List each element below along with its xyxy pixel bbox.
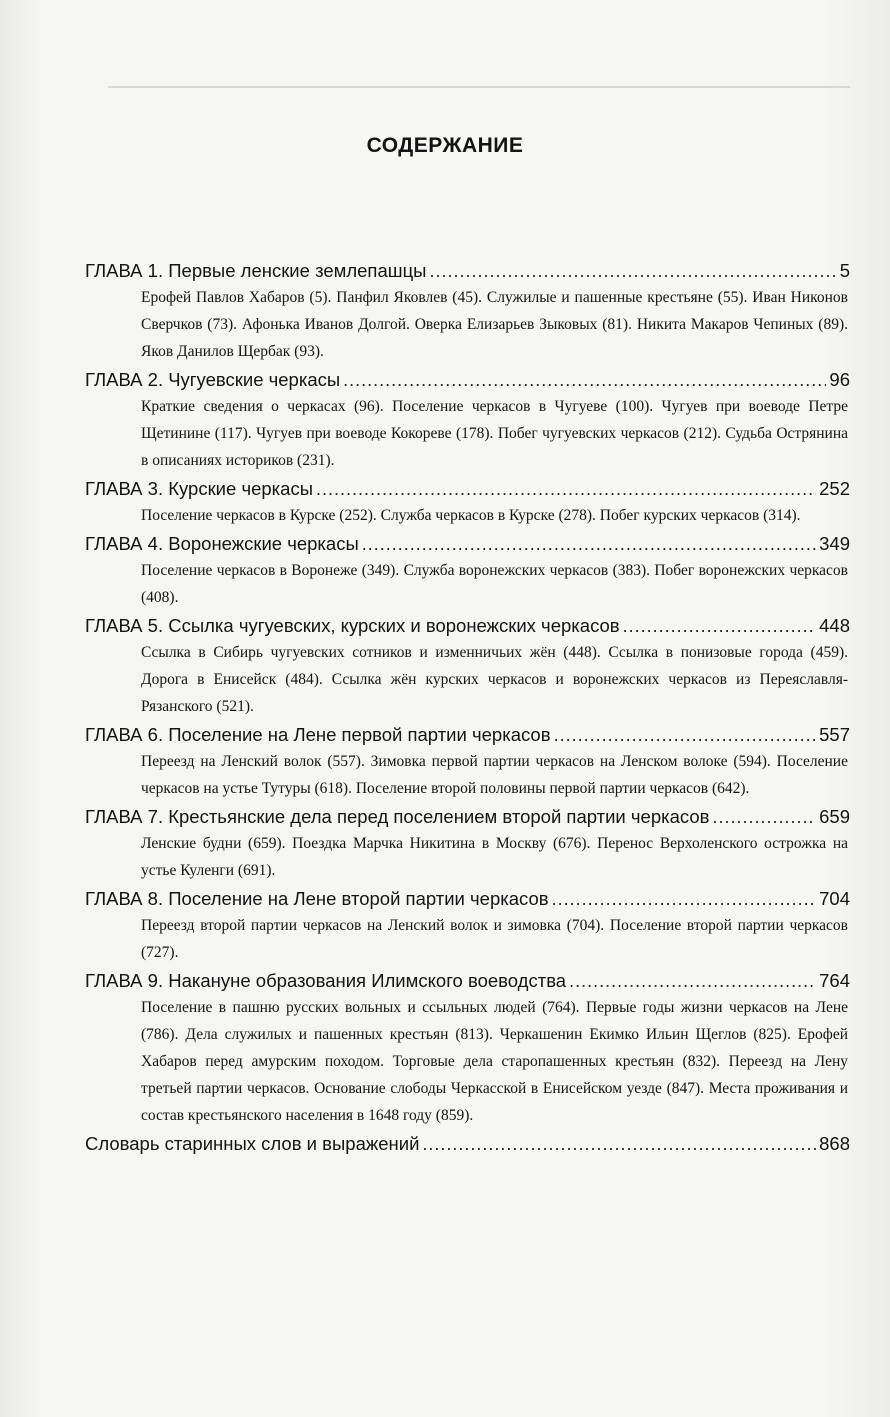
- toc-entry-chapter-6: [85, 722, 850, 804]
- page-number: 764: [819, 970, 850, 991]
- toc-entry-chapter-8: [85, 886, 850, 968]
- toc-entry-row[interactable]: [85, 367, 850, 393]
- chapter-summary: Ленские будни (659). Поездка Марчка Никитина в Москву (676). Перенос Верхоленского острожка на устье Куленги (691).: [141, 835, 848, 879]
- dot-leader: [569, 968, 816, 994]
- chapter-summary: Краткие сведения о черкасах (96). Поселение черкасов в Чугуеве (100). Чугуев при воеводе Петре Щетинине (117). Чугуев при воеводе Кокореве (178). Побег чугуевских черкасов (212). Судьба Острянина в описаниях историков (231).: [141, 398, 848, 469]
- toc-entry-row[interactable]: [85, 258, 850, 284]
- glossary-title: Словарь старинных слов и выражений: [85, 1133, 420, 1154]
- page-number: 659: [819, 806, 850, 827]
- page-number: 557: [819, 724, 850, 745]
- toc-entry-chapter-5: [85, 613, 850, 722]
- dot-leader: [552, 886, 817, 912]
- toc-entry-row[interactable]: [85, 476, 850, 502]
- chapter-summary: Ерофей Павлов Хабаров (5). Панфил Яковлев (45). Служилые и пашенные крестьяне (55). Иван Никонов Сверчков (73). Афонька Иванов Долгой. Оверка Елизарьев Зыковых (81). Никита Макаров Чепиных (89). Яков Данилов Щербак (93).: [141, 289, 848, 360]
- chapter-summary: Переезд второй партии черкасов на Ленский волок и зимовка (704). Поселение второй партии черкасов (727).: [141, 917, 848, 961]
- dot-leader: [712, 804, 816, 830]
- toc-entry-chapter-1: [85, 258, 850, 367]
- dot-leader: [316, 476, 816, 502]
- toc-entry-row[interactable]: [85, 886, 850, 912]
- page-number: 5: [839, 260, 850, 281]
- dot-leader: [343, 367, 826, 393]
- page-number: 96: [829, 369, 850, 390]
- page-number: 448: [819, 615, 850, 636]
- page-number: 349: [819, 533, 850, 554]
- chapter-title: ГЛАВА 5. Ссылка чугуевских, курских и воронежских черкасов: [85, 615, 620, 636]
- dot-leader: [362, 531, 816, 557]
- dot-leader: [623, 613, 816, 639]
- dot-leader: [554, 722, 817, 748]
- toc-entry-chapter-9: [85, 968, 850, 1131]
- chapter-summary: Поселение черкасов в Курске (252). Служба черкасов в Курске (278). Побег курских черкасов (314).: [141, 507, 801, 524]
- toc-entry-row[interactable]: [85, 722, 850, 748]
- chapter-title: ГЛАВА 4. Воронежские черкасы: [85, 533, 359, 554]
- chapter-title: ГЛАВА 2. Чугуевские черкасы: [85, 369, 341, 390]
- toc-entry-chapter-4: [85, 531, 850, 613]
- chapter-title: ГЛАВА 6. Поселение на Лене первой партии черкасов: [85, 724, 551, 745]
- toc-entry-row[interactable]: [85, 1131, 850, 1157]
- dot-leader: [429, 258, 836, 284]
- page-number: 252: [819, 478, 850, 499]
- toc-entry-row[interactable]: [85, 613, 850, 639]
- toc-entry-row[interactable]: [85, 531, 850, 557]
- toc-entry-chapter-2: [85, 367, 850, 476]
- page-title: СОДЕРЖАНИЕ: [366, 134, 524, 157]
- page-number: 704: [819, 888, 850, 909]
- toc-entry-row[interactable]: [85, 804, 850, 830]
- toc-entry-chapter-3: [85, 476, 850, 531]
- dot-leader: [422, 1131, 816, 1157]
- page-header-rule: [108, 86, 850, 88]
- toc-entry-chapter-7: [85, 804, 850, 886]
- chapter-summary: Ссылка в Сибирь чугуевских сотников и изменничьих жён (448). Ссылка в понизовые города (459). Дорога в Енисейск (484). Ссылка жён курских черкасов и воронежских черкасов из Переяславля-Рязанского (521).: [141, 644, 848, 715]
- chapter-title: ГЛАВА 8. Поселение на Лене второй партии черкасов: [85, 888, 549, 909]
- chapter-title: ГЛАВА 1. Первые ленские землепашцы: [85, 260, 427, 281]
- toc-entry-row[interactable]: [85, 968, 850, 994]
- chapter-summary: Поселение в пашню русских вольных и ссыльных людей (764). Первые годы жизни черкасов на Лене (786). Дела служилых и пашенных крестьян (813). Черкашенин Екимко Ильин Щеглов (825). Ерофей Хабаров перед амурским походом. Торговые дела старопашенных крестьян (832). Переезд на Лену третьей партии черкасов. Основание слободы Черкасской в Енисейском уезде (847). Места проживания и состав крестьянского населения в 1648 году (859).: [141, 999, 848, 1124]
- chapter-summary: Поселение черкасов в Воронеже (349). Служба воронежских черкасов (383). Побег воронежских черкасов (408).: [141, 562, 848, 606]
- chapter-title: ГЛАВА 7. Крестьянские дела перед поселением второй партии черкасов: [85, 806, 710, 827]
- chapter-title: ГЛАВА 3. Курские черкасы: [85, 478, 313, 499]
- page-number: 868: [819, 1133, 850, 1154]
- chapter-summary: Переезд на Ленский волок (557). Зимовка первой партии черкасов на Ленском волоке (594). Поселение черкасов на устье Тутуры (618). Поселение второй половины первой партии черкасов (642).: [141, 753, 848, 797]
- toc-entry-glossary: [85, 1131, 850, 1157]
- table-of-contents: [85, 258, 850, 1157]
- chapter-title: ГЛАВА 9. Накануне образования Илимского воеводства: [85, 970, 567, 991]
